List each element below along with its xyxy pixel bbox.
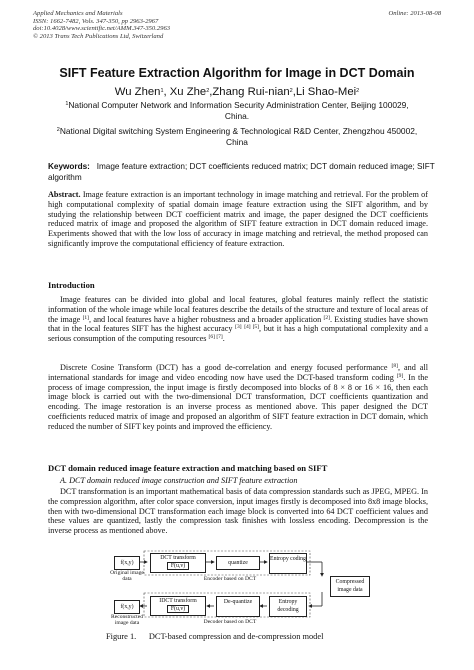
intro-paragraph-2: Discrete Cosine Transform (DCT) has a good de-correlation and energy focused performance [8], and all international standards for image and video encoding now have used the DCT-based transform coding [9]. In the process of image compression, the input image is firstly decomposed into blocks of 8 × 8 or 16 × 16, then each image block is carried out with the two-dimensional DCT transformation, DCT coefficients quantization and encoding. The image restoration is an inverse process as mentioned above. This paper designed the DCT coefficients reduced matrix of image and proposed an algorithm of SIFT feature extraction in DCT domain, which reduced the number of SIFT key points and improved the efficiency. (48, 363, 428, 431)
input-image-label: Original image data (110, 570, 144, 582)
encoder-label: Encoder based on DCT (203, 576, 257, 582)
subsection-a-heading: A. DCT domain reduced image construction and SIFT feature extraction (60, 476, 298, 485)
section-2-heading: DCT domain reduced image feature extraction and matching based on SIFT (48, 463, 328, 473)
section-2-paragraph: DCT transformation is an important mathematical basis of data compression standards such as JPEG, MPEG. In the compression algorithm, after color space conversion, input images firstly is decomposed into 8x8 image blocks, then with two-dimensional DCT transformation each image block is converted into 64 DCT coefficient values and these values are quantized, lastly the compression task finishes with lossless encoding. Decompression is the inverse process as mentioned above. (48, 487, 428, 536)
abstract: Abstract. Image feature extraction is an important technology in image matching and retrieval. For the problem of high computational complexity of spatial domain image feature extraction using the SIFT algorithm, and by studying the relationship between DCT coefficient matrix and image, the paper designed the DCT coefficients reduced matrix of image and proposed the algorithm of SIFT feature extraction in DCT domain reduced image. Experiments showed that with the low loss of accuracy in image matching and retrieval, the method proposed can significantly improve the computational efficiency of feature extraction. (48, 190, 429, 248)
journal-name: Applied Mechanics and Materials (33, 10, 123, 17)
paper-title: SIFT Feature Extraction Algorithm for Image in DCT Domain (59, 66, 415, 80)
affiliation-2: $^2$National Digital switching System Engineering & Technological R&D Center, Zhengzhou 450002, China (56, 126, 418, 147)
input-image-box: f(x,y) (114, 556, 140, 570)
online-date: Online: 2013-08-08 (388, 10, 441, 17)
entropy-decoding-box: Entropy decoding (269, 596, 307, 617)
decoder-label: Decoder based on DCT (203, 619, 257, 625)
author-1: Wu Zhen (114, 86, 161, 98)
keywords: Keywords: Image feature extraction; DCT coefficients reduced matrix; DCT domain reduced image; SIFT algorithm (48, 162, 435, 182)
figure-1-caption: Figure 1. DCT-based compression and de-compression model (106, 632, 324, 641)
intro-paragraph-1: Image features can be divided into global and local features, global features mainly reflect the statistic information of the whole image while local features describe the details of the structure and texture of local areas of the image [1], and local features have a higher robustness and a broader application [2]. Existing studies have shown that in the local features SIFT has the highest accuracy [3] [4] [5], but it has a high computational complexity and a serious consumption of the computing resources [6] [7]. (48, 295, 429, 344)
figure-1-diagram (110, 548, 370, 628)
author-list: Wu Zhen$^1$, Xu Zhe$^2$,Zhang Rui-nian$^2$,Li Shao-Mei$^2$ (114, 86, 360, 98)
copyright-line: © 2013 Trans Tech Publications Ltd, Switzerland (33, 32, 164, 40)
entropy-coding-box: Entropy coding (269, 553, 307, 574)
dequantize-box: De-quantize (216, 596, 260, 617)
idct-transform-box: IDCT transform F(u,v) (150, 596, 206, 616)
output-image-label: Reconstructed image data (111, 614, 143, 626)
affiliation-1: $^1$National Computer Network and Information Security Administration Center, Beijing 100029, China. (65, 100, 409, 121)
output-image-box: f(x,y) (114, 600, 140, 614)
compressed-data-box: Compressed image data (330, 576, 370, 597)
dct-transform-box: DCT transform F(u,v) (150, 553, 206, 573)
intro-heading: Introduction (48, 280, 95, 290)
issn-line: ISSN: 1662-7482, Vols. 347-350, pp 2963-2967 (33, 17, 159, 25)
doi-line: doi:10.4028/www.scientific.net/AMM.347-350.2963 (33, 25, 171, 33)
quantize-box: quantize (216, 556, 260, 570)
